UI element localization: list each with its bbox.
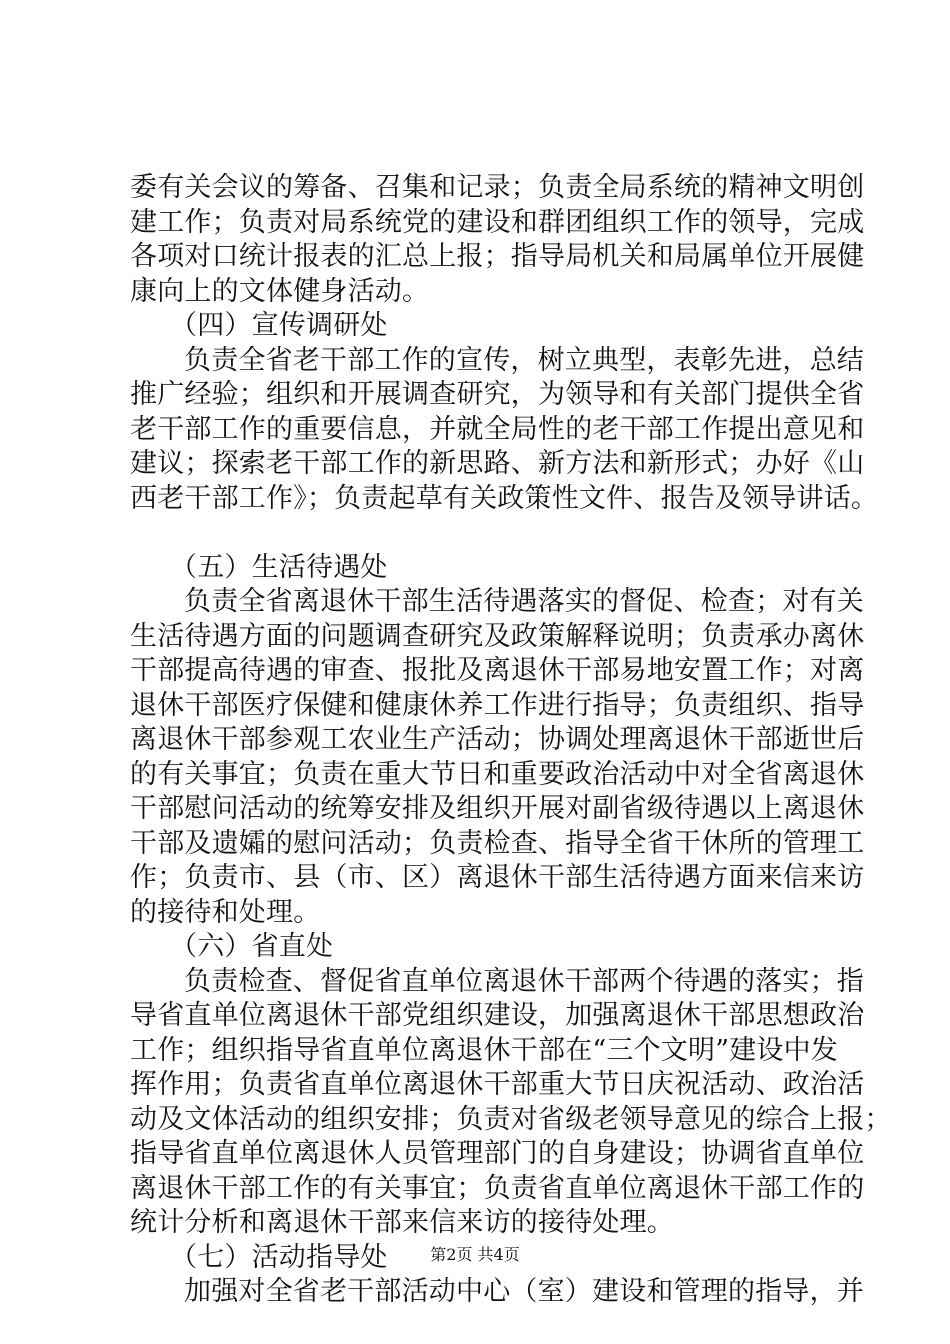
text-line: 加强对全省老干部活动中心（室）建设和管理的指导，并 [184, 1276, 864, 1307]
text-line: 的接待和处理。 [130, 896, 321, 928]
text-line: 导省直单位离退休干部党组织建设，加强离退休干部思想政治 [130, 1000, 865, 1031]
text-line: 干部慰问活动的统筹安排及组织开展对副省级待遇以上离退休 [130, 793, 865, 824]
text-line: 干部及遗孀的慰问活动；负责检查、指导全省干休所的管理工 [130, 827, 865, 859]
section-heading-activity-guidance: （七）活动指导处 [170, 1241, 388, 1273]
text-line: 委有关会议的筹备、召集和记录；负责全局系统的精神文明创 [130, 172, 865, 203]
text-line: 作；负责市、县（市、区）离退休干部生活待遇方面来信来访 [130, 862, 865, 893]
blank-line [130, 516, 830, 551]
text-line: 挥作用；负责省直单位离退休干部重大节日庆祝活动、政治活 [130, 1069, 865, 1100]
text-line: 动及文体活动的组织安排；负责对省级老领导意见的综合上报； [130, 1103, 892, 1135]
paragraph-continuation [130, 171, 865, 309]
text-line: 老干部工作的重要信息，并就全局性的老干部工作提出意见和 [130, 413, 865, 445]
text-line: 退休干部医疗保健和健康休养工作进行指导；负责组织、指导 [130, 689, 865, 721]
paragraph-activity-guidance [130, 1275, 864, 1310]
text-line: 离退休干部参观工农业生产活动；协调处理离退休干部逝世后 [130, 724, 865, 755]
text-line: 负责全省离退休干部生活待遇落实的督促、检查；对有关 [184, 586, 864, 617]
section-heading-living-benefits: （五）生活待遇处 [170, 551, 388, 583]
text-line: 生活待遇方面的问题调查研究及政策解释说明；负责承办离休 [130, 620, 865, 652]
paragraph-living-benefits [130, 585, 865, 930]
text-line: 康向上的文体健身活动。 [130, 275, 430, 307]
text-line: 负责检查、督促省直单位离退休干部两个待遇的落实；指 [184, 965, 864, 997]
text-line: 西老干部工作》；负责起草有关政策性文件、报告及领导讲话。 [130, 482, 879, 514]
text-line: 离退休干部工作的有关事宜；负责省直单位离退休干部工作的 [130, 1172, 865, 1204]
paragraph-propaganda-research [130, 344, 879, 517]
text-line: 推广经验；组织和开展调查研究，为领导和有关部门提供全省 [130, 379, 865, 410]
text-line: 统计分析和离退休干部来信来访的接待处理。 [130, 1207, 674, 1238]
text-line: 工作；组织指导省直单位离退休干部在“三个文明”建设中发 [130, 1034, 839, 1066]
document-body [130, 171, 892, 1310]
text-line: 指导省直单位离退休人员管理部门的自身建设；协调省直单位 [130, 1138, 865, 1169]
text-line: 各项对口统计报表的汇总上报；指导局机关和局属单位开展健 [130, 241, 865, 272]
text-line: 建议；探索老干部工作的新思路、新方法和新形式；办好《山 [130, 448, 865, 479]
paragraph-provincial-units [130, 965, 892, 1241]
text-line: 干部提高待遇的审查、报批及离退休干部易地安置工作；对离 [130, 655, 865, 686]
section-heading-propaganda-research: （四）宣传调研处 [170, 310, 388, 341]
text-line: 负责全省老干部工作的宣传，树立典型，表彰先进，总结 [184, 344, 864, 376]
text-line: 建工作；负责对局系统党的建设和群团组织工作的领导，完成 [130, 206, 865, 238]
section-heading-provincial-units: （六）省直处 [170, 931, 334, 962]
page-number-footer: 第2页 共4页 [430, 1245, 520, 1264]
text-line: 的有关事宜；负责在重大节日和重要政治活动中对全省离退休 [130, 758, 865, 790]
